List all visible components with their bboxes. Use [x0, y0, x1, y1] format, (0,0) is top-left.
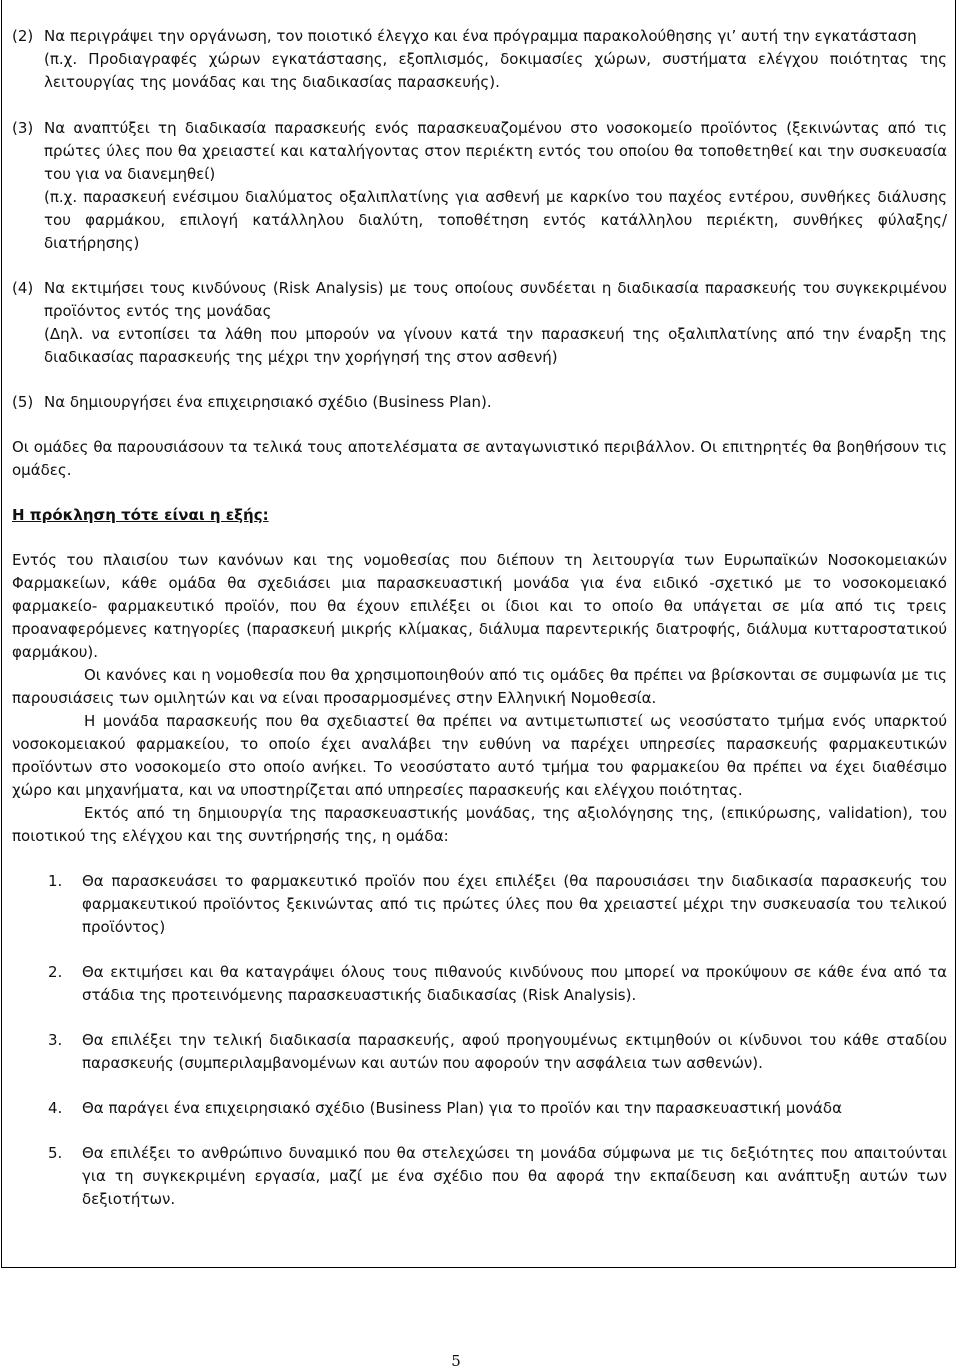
task-list-item: [12, 961, 947, 1007]
objective-text: Να εκτιμήσει τους κινδύνους (Risk Analysis) με τους οποίους συνδέεται η διαδικασία παρασκευής του συγκεκριμένου προϊόντος εντός της μονάδας: [44, 279, 947, 320]
body-paragraph: Οι κανόνες και η νομοθεσία που θα χρησιμοποιηθούν από τις ομάδες θα πρέπει να βρίσκονται σε συμφωνία με τις παρουσιάσεις των ομιλητών και να είναι προσαρμοσμένες στην Ελληνική Νομοθεσία.: [12, 666, 947, 707]
objective-number: (2): [12, 27, 34, 45]
task-number: 1.: [48, 872, 63, 890]
objective-number: (4): [12, 279, 34, 297]
task-text: Θα επιλέξει το ανθρώπινο δυναμικό που θα στελεχώσει τη μονάδα σύμφωνα με τις δεξιότητες που απαιτούνται για τη συγκεκριμένη εργασία, μαζί με ένα σχέδιο που θα αφορά την εκπαίδευση και ανάπτυξη αυτών των δεξιοτήτων.: [82, 1144, 947, 1208]
task-number: 3.: [48, 1031, 63, 1049]
teams-paragraph: Οι ομάδες θα παρουσιάσουν τα τελικά τους αποτελέσματα σε ανταγωνιστικό περιβάλλον. Οι επιτηρητές θα βοηθήσουν τις ομάδες.: [12, 438, 947, 479]
document-body: [12, 0, 947, 1211]
task-number: 4.: [48, 1099, 63, 1117]
objective-example: (π.χ. Προδιαγραφές χώρων εγκατάστασης, εξοπλισμός, δοκιμασίες χώρων, συστήματα ελέγχου ποιότητας της λειτουργίας της μονάδας και της διαδικασίας παρασκευής).: [44, 50, 947, 91]
objective-item-4: [12, 277, 947, 369]
task-list-item: [12, 1029, 947, 1075]
task-text: Θα παρασκευάσει το φαρμακευτικό προϊόν που έχει επιλέξει (θα παρουσιάσει την διαδικασία παρασκευής του φαρμακευτικού προϊόντος ξεκινώντας από τις πρώτες ύλες που θα χρειαστεί μέχρι την συσκευασία του τελικού προϊόντος): [82, 872, 947, 936]
task-list-item: [12, 870, 947, 939]
objective-text: Να αναπτύξει τη διαδικασία παρασκευής ενός παρασκευαζομένου στο νοσοκομείο προϊόντος (ξεκινώντας από τις πρώτες ύλες που θα χρειαστεί και καταλήγοντας στον περιέκτη εντός του οποίου θα τοποθετηθεί και την συσκευασία του για να διανεμηθεί): [44, 119, 947, 183]
task-text: Θα εκτιμήσει και θα καταγράψει όλους τους πιθανούς κινδύνους που μπορεί να προκύψουν σε κάθε ένα από τα στάδια της προτεινόμενης παρασκευαστικής διαδικασίας (Risk Analysis).: [82, 963, 947, 1004]
objective-item-5: [12, 391, 947, 414]
objective-number: (3): [12, 119, 34, 137]
task-number: 2.: [48, 963, 63, 981]
objective-example: (π.χ. παρασκευή ενέσιμου διαλύματος οξαλιπλατίνης για ασθενή με καρκίνο του παχέος εντέρου, συνθήκες διάλυσης του φαρμάκου, επιλογή κατάλληλου διαλύτη, τοποθέτηση εντός κατάλληλου περιέκτη, συνθήκες φύλαξης/διατήρησης): [44, 188, 947, 252]
objective-number: (5): [12, 393, 34, 411]
task-text: Θα επιλέξει την τελική διαδικασία παρασκευής, αφού προηγουμένως εκτιμηθούν οι κίνδυνοι του κάθε σταδίου παρασκευής (συμπεριλαμβανομένων και αυτών που αφορούν την ασφάλεια των ασθενών).: [82, 1031, 947, 1072]
task-text: Θα παράγει ένα επιχειρησιακό σχέδιο (Business Plan) για το προϊόν και την παρασκευαστική μονάδα: [82, 1099, 842, 1117]
task-list-item: [12, 1097, 947, 1120]
page-number: 5: [451, 1352, 461, 1370]
objective-item-3: [12, 117, 947, 255]
objective-example: (Δηλ. να εντοπίσει τα λάθη που μπορούν να γίνουν κατά την παρασκευή της οξαλιπλατίνης από την έναρξη της διαδικασίας παρασκευής της μέχρι την χορήγησή της στον ασθενή): [44, 325, 947, 366]
objective-text: Να περιγράψει την οργάνωση, τον ποιοτικό έλεγχο και ένα πρόγραμμα παρακολούθησης γι’ αυτή την εγκατάσταση: [44, 27, 917, 45]
objective-text: Να δημιουργήσει ένα επιχειρησιακό σχέδιο (Business Plan).: [44, 393, 492, 411]
task-number: 5.: [48, 1144, 63, 1162]
objective-item-2: [12, 25, 947, 94]
task-list-item: [12, 1142, 947, 1211]
body-paragraph: Εκτός από τη δημιουργία της παρασκευαστικής μονάδας, της αξιολόγησης της, (επικύρωσης, validation), του ποιοτικού της ελέγχου και της συντήρησής της, η ομάδα:: [12, 804, 947, 845]
body-paragraph: Εντός του πλαισίου των κανόνων και της νομοθεσίας που διέπουν τη λειτουργία των Ευρωπαϊκών Νοσοκομειακών Φαρμακείων, κάθε ομάδα θα σχεδιάσει μια παρασκευαστική μονάδα για ένα ειδικό -σχετικό με το νοσοκομειακό φαρμακείο- φαρμακευτικό προϊόν, που θα έχουν επιλέξει οι ίδιοι και το οποίο θα υπάγεται σε μία από τις τρεις προαναφερόμενες κατηγορίες (παρασκευή μικρής κλίμακας, διάλυμα παρεντερικής διατροφής, διάλυμα κυτταροστατικού φαρμάκου).: [12, 551, 947, 661]
challenge-heading: Η πρόκληση τότε είναι η εξής:: [12, 506, 269, 524]
body-paragraph: Η μονάδα παρασκευής που θα σχεδιαστεί θα πρέπει να αντιμετωπιστεί ως νεοσύστατο τμήμα ενός υπαρκτού νοσοκομειακού φαρμακείου, το οποίο έχει αναλάβει την ευθύνη να παρέχει υπηρεσίες παρασκευής φαρμακευτικών προϊόντων στο νοσοκομείο στο οποίο ανήκει. Το νεοσύστατο αυτό τμήμα του φαρμακείου θα πρέπει να έχει διαθέσιμο χώρο και μηχανήματα, και να υποστηρίζεται από υπηρεσίες παρασκευής και ελέγχου ποιότητας.: [12, 712, 947, 799]
